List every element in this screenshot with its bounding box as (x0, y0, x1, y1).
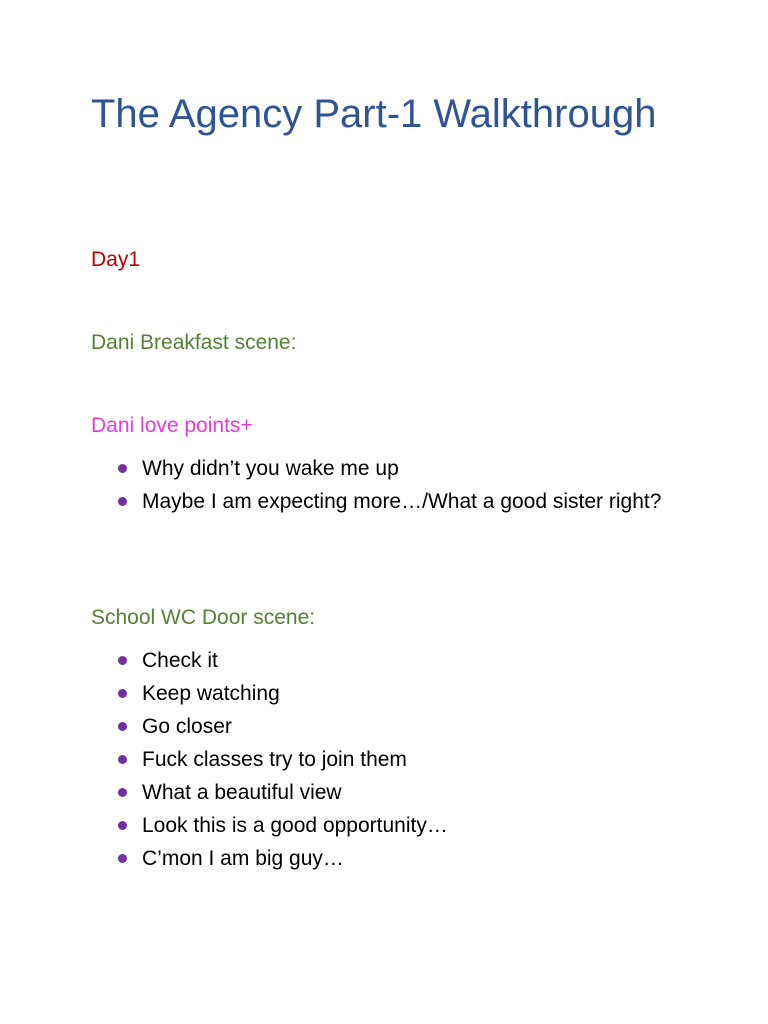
list-item-text: Maybe I am expecting more…/What a good sister right? (142, 490, 662, 513)
list-item (116, 776, 716, 809)
document-title: The Agency Part-1 Walkthrough (91, 92, 657, 136)
list-item (116, 743, 716, 776)
bullet-icon (118, 722, 127, 731)
wc-door-scene-heading: School WC Door scene: (91, 606, 316, 629)
bullet-icon (118, 656, 127, 665)
bullet-icon (118, 497, 127, 506)
list-item (116, 842, 716, 875)
list-item-text: Go closer (142, 715, 232, 738)
bullet-icon (118, 755, 127, 764)
bullet-icon (118, 689, 127, 698)
list-item-text: Why didn’t you wake me up (142, 457, 399, 480)
list-item-text: C’mon I am big guy… (142, 847, 344, 870)
list-item (116, 710, 716, 743)
wc-door-choice-list (116, 644, 716, 875)
list-item-text: Keep watching (142, 682, 280, 705)
breakfast-choice-list (116, 452, 716, 518)
bullet-icon (118, 464, 127, 473)
list-item (116, 677, 716, 710)
day-heading: Day1 (91, 248, 141, 271)
list-item (116, 809, 716, 842)
list-item (116, 644, 716, 677)
bullet-icon (118, 854, 127, 863)
list-item (116, 485, 716, 518)
love-points-heading: Dani love points+ (91, 414, 253, 437)
list-item-text: What a beautiful view (142, 781, 342, 804)
bullet-icon (118, 788, 127, 797)
list-item (116, 452, 716, 485)
list-item-text: Look this is a good opportunity… (142, 814, 448, 837)
list-item-text: Fuck classes try to join them (142, 748, 407, 771)
breakfast-scene-heading: Dani Breakfast scene: (91, 331, 297, 354)
list-item-text: Check it (142, 649, 218, 672)
bullet-icon (118, 821, 127, 830)
